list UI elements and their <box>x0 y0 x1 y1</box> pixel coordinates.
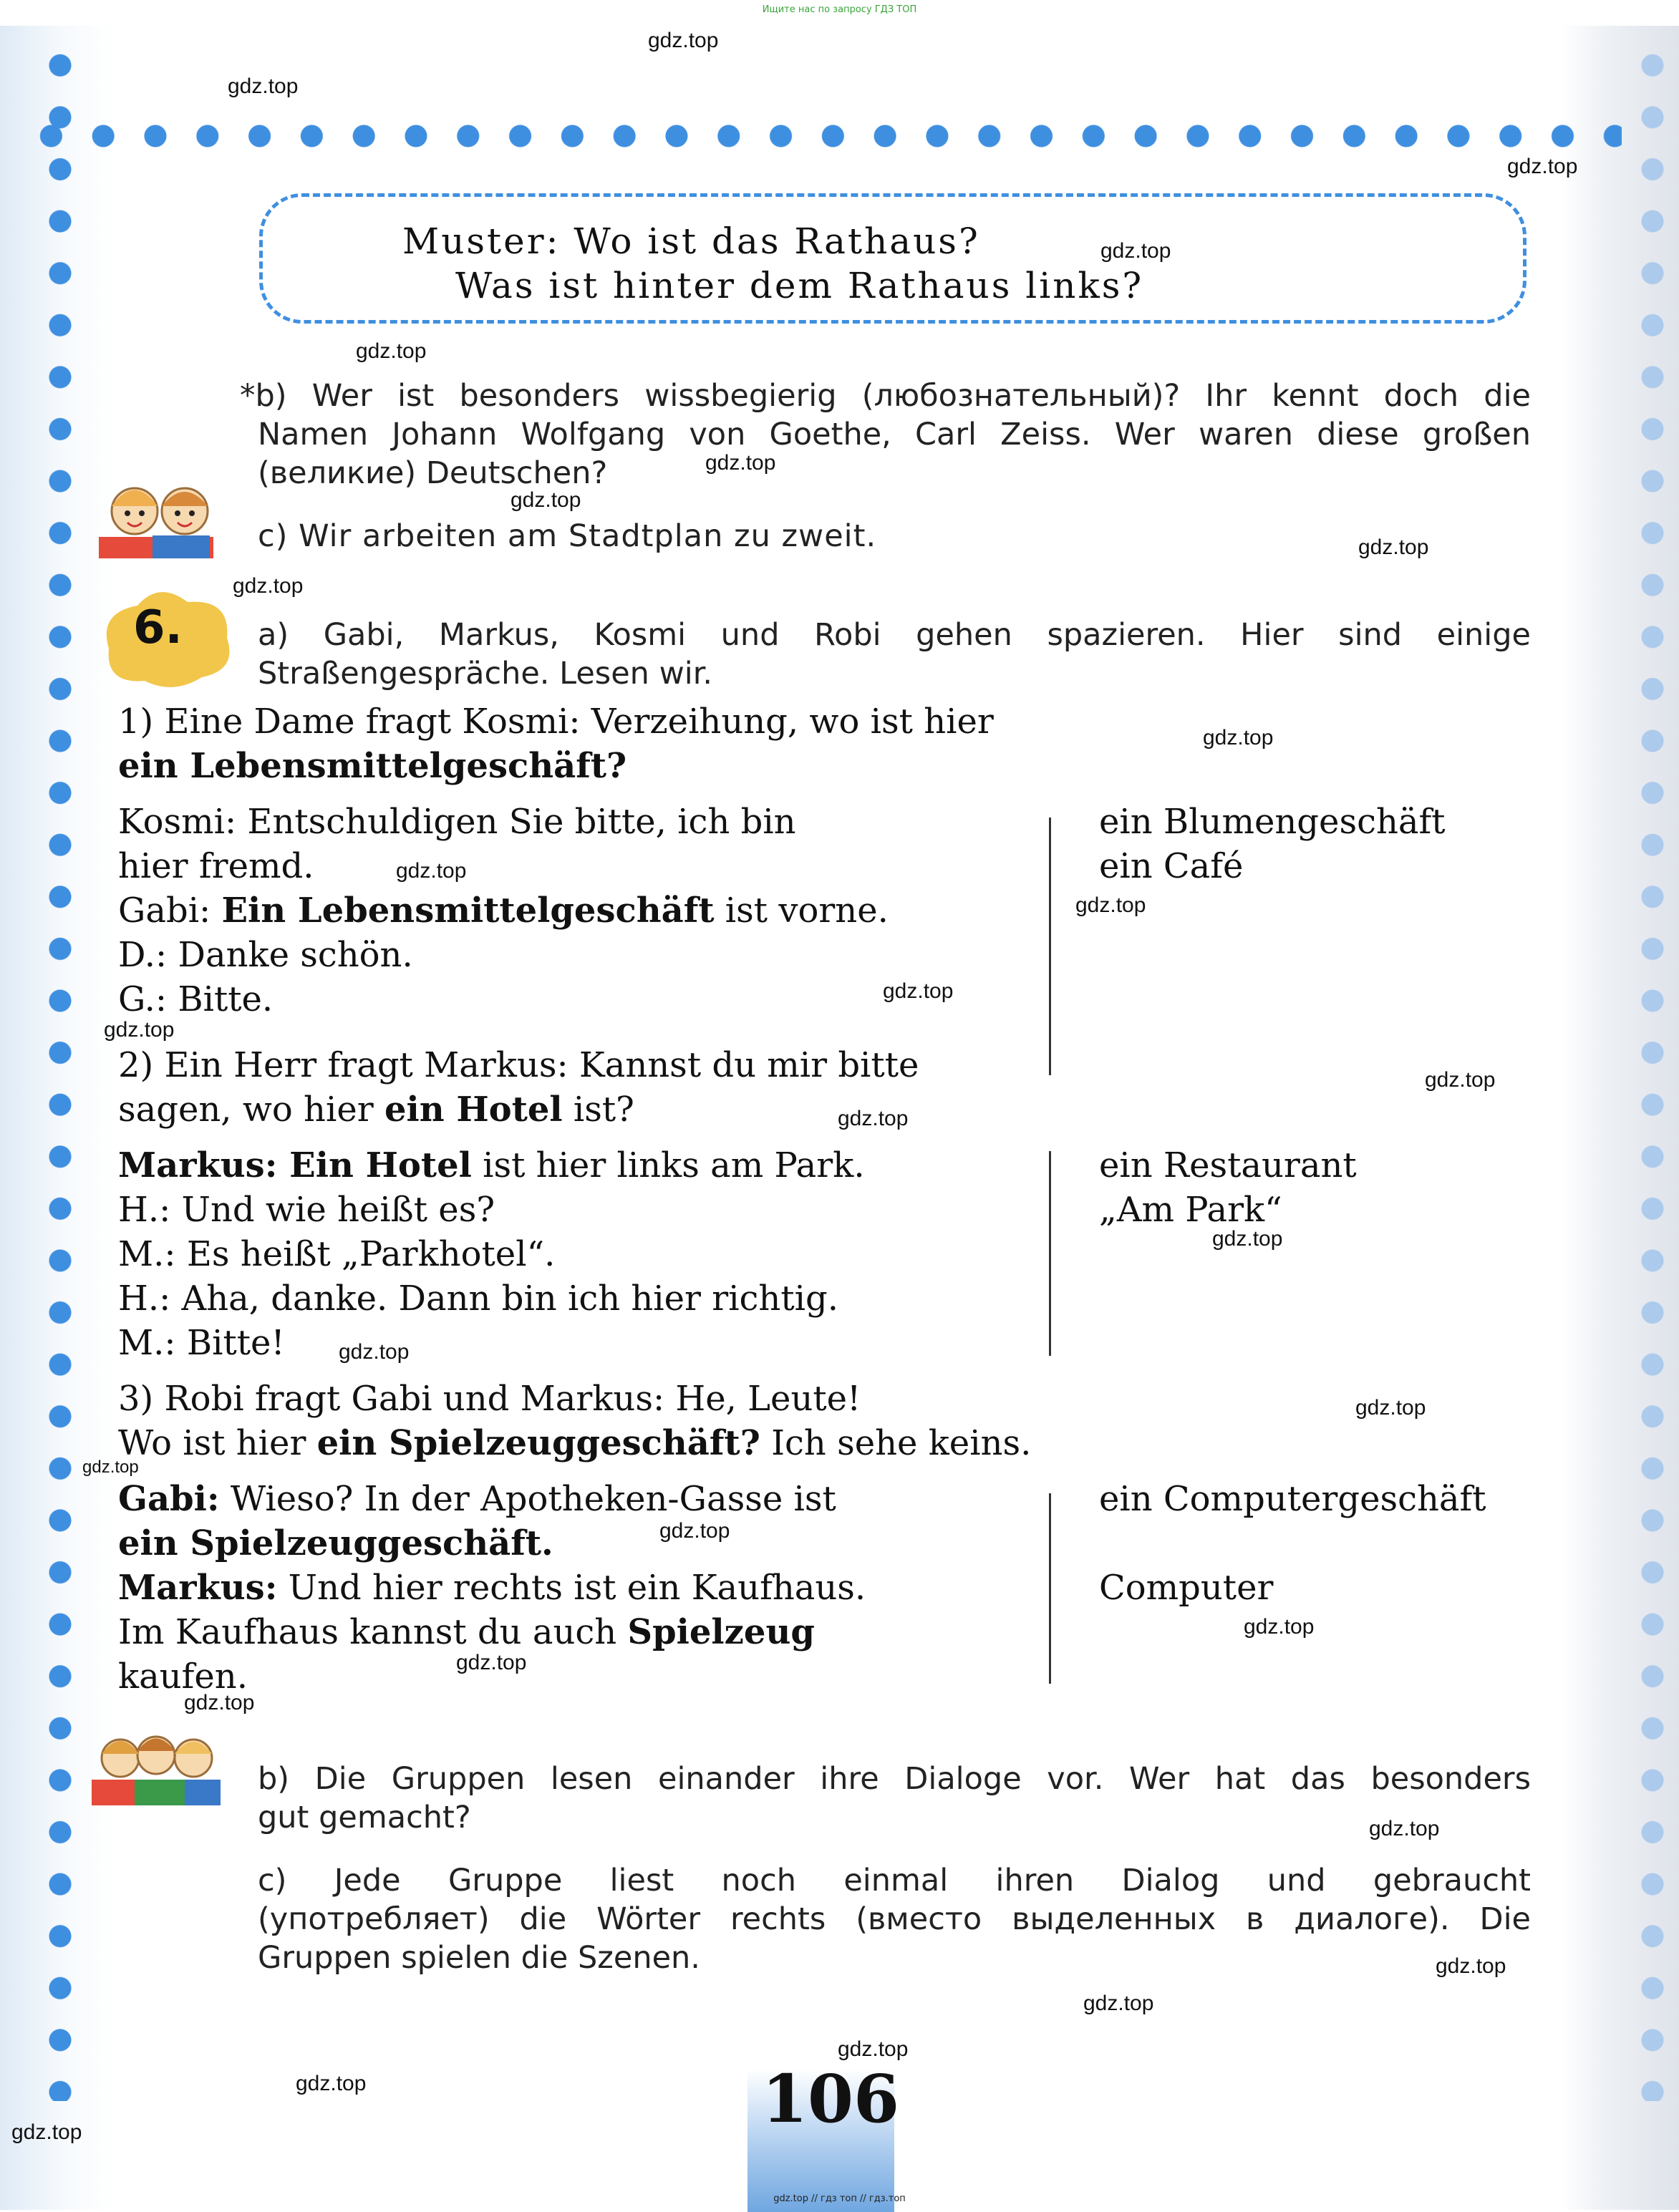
highlighted-phrase: ein Spielzeuggeschäft? <box>316 1423 760 1463</box>
dialog-2-line: H.: Aha, danke. Dann bin ich hier richtig. <box>118 1279 838 1319</box>
line-rest: ist hier links am Park. <box>471 1145 865 1185</box>
watermark: gdz.top <box>1436 1954 1506 1978</box>
watermark: gdz.top <box>1358 535 1429 559</box>
children-reading-icon <box>84 474 228 560</box>
watermark: gdz.top <box>296 2072 367 2095</box>
watermark: gdz.top <box>184 1691 255 1714</box>
watermark: gdz.top <box>1075 893 1146 917</box>
dialog-2-line: M.: Bitte! <box>118 1323 285 1363</box>
dialog-3-line <box>118 1568 866 1608</box>
muster-line-1: Muster: Wo ist das Rathaus? <box>402 220 980 262</box>
watermark: gdz.top <box>339 1340 410 1364</box>
dialog-1-line: Kosmi: Entschuldigen Sie bitte, ich bin <box>118 802 796 842</box>
highlighted-phrase: Markus: Ein Hotel <box>118 1145 472 1185</box>
task-6c-line-3: Gruppen spielen die Szenen. <box>258 1940 700 1976</box>
watermark: gdz.top <box>104 1018 175 1042</box>
intro-text: ist? <box>562 1090 634 1130</box>
highlighted-phrase: Ein Lebensmittelgeschäft <box>221 891 715 931</box>
watermark: gdz.top <box>1083 1992 1154 2015</box>
watermark: gdz.top <box>511 488 581 512</box>
dialog-1-line: D.: Danke schön. <box>118 935 413 975</box>
intro-text: Ich sehe keins. <box>760 1423 1032 1463</box>
alternative-word: ein Restaurant <box>1099 1145 1357 1185</box>
watermark: gdz.top <box>11 2120 82 2144</box>
watermark: gdz.top <box>1203 726 1274 750</box>
children-group-icon <box>84 1722 228 1808</box>
watermark: gdz.top <box>659 1519 730 1543</box>
intro-text: sagen, wo hier <box>118 1090 384 1130</box>
watermark: gdz.top <box>1100 239 1171 263</box>
watermark: gdz.top <box>648 29 719 52</box>
watermark: gdz.top <box>1244 1615 1315 1639</box>
alternative-word: ein Café <box>1099 846 1244 886</box>
task-6a-line-1: a) Gabi, Markus, Kosmi und Robi gehen spazieren. Hier sind einige <box>258 617 1531 653</box>
muster-line-2: Was ist hinter dem Rathaus links? <box>455 265 1144 306</box>
watermark: gdz.top <box>883 979 954 1003</box>
bottom-note[interactable]: gdz.top // гдз топ // гдз.топ <box>773 2193 906 2204</box>
task-6b-line-2: gut gemacht? <box>258 1800 471 1835</box>
dialog-3-line: kaufen. <box>118 1656 248 1697</box>
dialog-2-line: M.: Es heißt „Parkhotel“. <box>118 1234 556 1274</box>
line-text: Im Kaufhaus kannst du auch <box>118 1612 628 1652</box>
speaker: Gabi: <box>118 891 222 931</box>
watermark: gdz.top <box>396 859 467 883</box>
alternatives-divider <box>1049 1151 1051 1356</box>
dialog-1-intro: 1) Eine Dame fragt Kosmi: Verzeihung, wo ist hier <box>118 702 994 742</box>
watermark: gdz.top <box>838 1107 909 1130</box>
dialog-1-line <box>118 891 889 931</box>
alternative-word: ein Blumengeschäft <box>1099 802 1446 842</box>
task-c: c) Wir arbeiten am Stadtplan zu zweit. <box>258 518 877 554</box>
dialog-2-intro <box>118 1090 634 1130</box>
task-b-line-2: Namen Johann Wolfgang von Goethe, Carl Zeiss. Wer waren diese großen <box>258 417 1531 452</box>
dialog-1-intro-bold: ein Lebensmittelgeschäft? <box>118 746 627 786</box>
watermark: gdz.top <box>1355 1396 1426 1420</box>
exercise-number: 6. <box>133 601 183 654</box>
watermark: gdz.top <box>1507 155 1578 178</box>
watermark: gdz.top <box>356 339 427 363</box>
dialog-2-line <box>118 1145 865 1185</box>
speaker: Gabi: <box>118 1479 220 1519</box>
alternative-word: ein Computergeschäft <box>1099 1479 1486 1519</box>
intro-text: Wo ist hier <box>118 1423 317 1463</box>
dialog-3-intro: 3) Robi fragt Gabi und Markus: He, Leute! <box>118 1379 861 1419</box>
watermark: gdz.top <box>233 574 304 598</box>
watermark: gdz.top <box>82 1457 139 1477</box>
watermark: gdz.top <box>1212 1227 1283 1251</box>
task-6c-line-1: c) Jede Gruppe liest noch einmal ihren Dialog und gebraucht <box>258 1863 1531 1898</box>
dialog-3-line: ein Spielzeuggeschäft. <box>118 1523 553 1563</box>
task-b-line-1: *b) Wer ist besonders wissbegierig (любознательный)? Ihr kennt doch die <box>240 378 1531 414</box>
speaker: Markus: <box>118 1568 278 1608</box>
dialog-3-line <box>118 1479 836 1519</box>
page-number: 106 <box>762 2060 900 2138</box>
alternative-word: Computer <box>1099 1568 1274 1608</box>
dialog-2-line: H.: Und wie heißt es? <box>118 1190 495 1230</box>
dialog-1-line: G.: Bitte. <box>118 979 274 1019</box>
task-6c-line-2: (употребляет) die Wörter rechts (вместо выделенных в диалоге). Die <box>258 1901 1531 1937</box>
watermark: gdz.top <box>705 451 776 475</box>
highlighted-phrase: Spielzeug <box>627 1612 815 1652</box>
dialog-3-intro <box>118 1423 1031 1463</box>
watermark: gdz.top <box>1425 1068 1496 1092</box>
watermark: gdz.top <box>1369 1817 1440 1840</box>
task-6a-line-2: Straßengespräche. Lesen wir. <box>258 656 713 692</box>
line-rest: ist vorne. <box>714 891 889 931</box>
dotted-border-right <box>1638 39 1667 2101</box>
top-banner[interactable]: Ищите нас по запросу ГДЗ ТОП <box>762 4 917 15</box>
highlighted-phrase: ein Hotel <box>384 1090 563 1130</box>
dotted-border-left <box>46 39 74 2101</box>
task-b-line-3: (великие) Deutschen? <box>258 455 608 491</box>
dialog-2-intro: 2) Ein Herr fragt Markus: Kannst du mir bitte <box>118 1045 919 1085</box>
watermark: gdz.top <box>456 1651 527 1674</box>
watermark: gdz.top <box>838 2037 909 2061</box>
alternative-word: „Am Park“ <box>1099 1190 1282 1230</box>
task-6b-line-1: b) Die Gruppen lesen einander ihre Dialoge vor. Wer hat das besonders <box>258 1761 1531 1797</box>
alternatives-divider <box>1049 818 1051 1075</box>
dialog-3-line <box>118 1612 815 1652</box>
watermark: gdz.top <box>228 74 299 98</box>
line-rest: Wieso? In der Apotheken-Gasse ist <box>219 1479 836 1519</box>
dialog-1-line: hier fremd. <box>118 846 314 886</box>
line-rest: Und hier rechts ist ein Kaufhaus. <box>277 1568 866 1608</box>
dotted-border-top <box>25 122 1622 150</box>
alternatives-divider <box>1049 1493 1051 1684</box>
